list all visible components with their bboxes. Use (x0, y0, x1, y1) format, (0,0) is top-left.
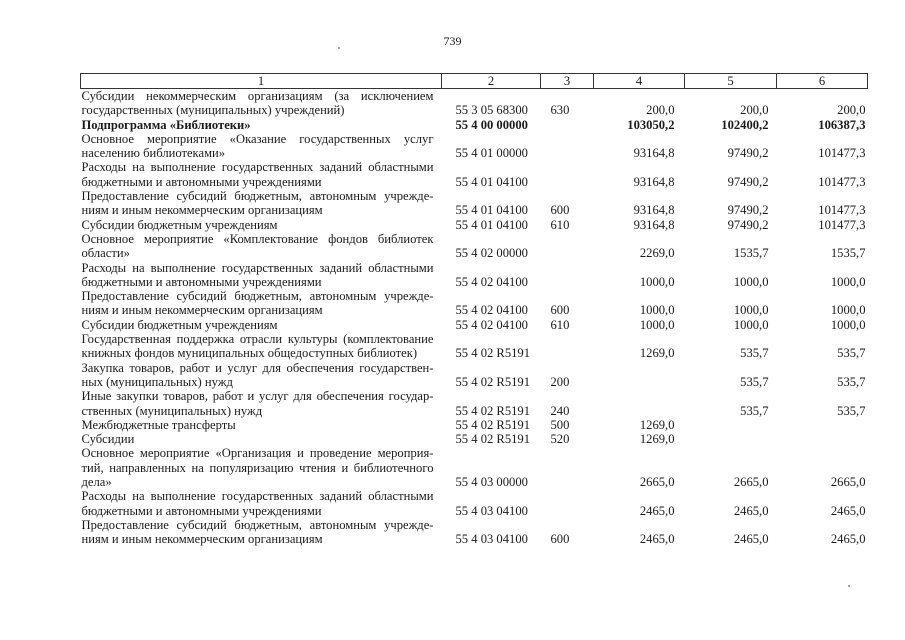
row-code: 55 4 00 00000 (455, 117, 528, 132)
table-row (81, 218, 868, 232)
row-expense-type (541, 489, 594, 518)
table-body (81, 89, 868, 547)
row-value-col6: 2465,0 (830, 503, 866, 518)
row-expense-type (541, 446, 594, 489)
row-value-col5: 97490,2 (727, 217, 769, 232)
row-value-col4: 93164,8 (633, 146, 675, 161)
row-value-col5: 1535,7 (733, 246, 769, 261)
row-value-col6: 106387,3 (818, 117, 866, 132)
row-expense-type: 630 (550, 103, 570, 118)
row-value-col4: 1000,0 (639, 274, 675, 289)
row-value-col4: 2465,0 (639, 532, 675, 547)
row-value-col6: 101477,3 (818, 174, 866, 189)
row-value-col4 (594, 361, 685, 390)
scan-speck (338, 47, 340, 49)
row-value-col5 (685, 432, 777, 446)
row-value-col4: 1000,0 (639, 303, 675, 318)
table-row (81, 160, 868, 189)
row-label: Субсидии некоммерческим организациям (за исключением государственных (муниципальных) учреждений) (81, 89, 434, 118)
row-value-col4: 1269,0 (639, 432, 675, 447)
row-value-col5: 200,0 (740, 103, 769, 118)
column-header: 3 (541, 74, 594, 89)
column-header: 1 (81, 74, 442, 89)
row-value-col6: 101477,3 (818, 146, 866, 161)
row-code: 55 4 02 04100 (455, 303, 528, 318)
column-header: 5 (685, 74, 777, 89)
table-row (81, 289, 868, 318)
row-value-col4: 93164,8 (633, 217, 675, 232)
row-code: 55 4 02 04100 (455, 274, 528, 289)
row-code: 55 4 02 R5191 (455, 417, 531, 432)
row-value-col5: 535,7 (740, 346, 769, 361)
row-value-col6: 2665,0 (830, 475, 866, 490)
row-value-col6: 2465,0 (830, 532, 866, 547)
row-label: Субсидии бюджетным учреждениям (81, 317, 278, 332)
row-value-col4: 93164,8 (633, 203, 675, 218)
row-label: Иные закупки товаров, работ и услуг для обеспечения государственных (муниципальных) нужд (81, 389, 434, 418)
row-expense-type (541, 232, 594, 261)
row-value-col6: 535,7 (837, 374, 866, 389)
row-value-col5: 97490,2 (727, 174, 769, 189)
row-expense-type: 240 (550, 403, 570, 418)
table-row (81, 361, 868, 390)
row-expense-type: 610 (550, 317, 570, 332)
row-expense-type (541, 332, 594, 361)
table-row (81, 332, 868, 361)
row-value-col6: 200,0 (837, 103, 866, 118)
row-value-col4: 93164,8 (633, 174, 675, 189)
table-row (81, 132, 868, 161)
row-value-col4: 1000,0 (639, 317, 675, 332)
row-value-col5: 97490,2 (727, 203, 769, 218)
row-expense-type: 600 (550, 203, 570, 218)
row-code: 55 4 02 R5191 (455, 374, 531, 389)
row-label: Основное мероприятие «Организация и проведение мероприятий, направленных на популяризацию чтения и библиотечного дела» (81, 446, 434, 490)
row-label: Расходы на выполнение государственных заданий областными бюджетными и автономными учреждениями (81, 160, 434, 189)
row-label: Субсидии (81, 432, 135, 447)
row-expense-type: 200 (550, 374, 570, 389)
table-row (81, 418, 868, 432)
row-value-col6: 1000,0 (830, 303, 866, 318)
row-value-col4 (594, 389, 685, 418)
row-value-col5: 535,7 (740, 403, 769, 418)
row-code: 55 4 01 00000 (455, 146, 528, 161)
row-value-col5: 535,7 (740, 374, 769, 389)
row-value-col6: 535,7 (837, 346, 866, 361)
row-value-col6: 535,7 (837, 403, 866, 418)
table-header-row (81, 74, 868, 89)
row-label: Государственная поддержка отрасли культуры (комплектование книжных фондов муниципальных общедоступных библиотек) (81, 332, 434, 361)
row-expense-type: 520 (550, 432, 570, 447)
table-row (81, 518, 868, 547)
row-code: 55 4 02 R5191 (455, 346, 531, 361)
row-value-col4: 200,0 (646, 103, 675, 118)
row-expense-type (541, 118, 594, 132)
row-code: 55 4 02 04100 (455, 317, 528, 332)
table-row (81, 89, 868, 118)
row-label: Основное мероприятие «Оказание государственных услуг населению библиотеками» (81, 131, 434, 161)
row-label: Расходы на выполнение государственных заданий областными бюджетными и автономными учреждениями (81, 489, 434, 518)
row-label: Межбюджетные трансферты (81, 417, 236, 432)
row-value-col5: 1000,0 (733, 303, 769, 318)
row-code: 55 4 03 04100 (455, 503, 528, 518)
row-label: Субсидии бюджетным учреждениям (81, 217, 278, 232)
table-row (81, 118, 868, 132)
row-code: 55 4 03 04100 (455, 532, 528, 547)
row-value-col4: 103050,2 (627, 117, 675, 132)
row-value-col5: 2465,0 (733, 532, 769, 547)
row-value-col5: 1000,0 (733, 274, 769, 289)
row-code: 55 4 01 04100 (455, 217, 528, 232)
row-code: 55 4 01 04100 (455, 203, 528, 218)
row-expense-type (541, 261, 594, 290)
row-value-col5: 1000,0 (733, 317, 769, 332)
row-label: Расходы на выполнение государственных заданий областными бюджетными и автономными учреждениями (81, 260, 434, 289)
table-row (81, 489, 868, 518)
scan-speck (848, 585, 850, 587)
row-label: Предоставление субсидий бюджетным, автономным учреждениям и иным некоммерческим организациям (81, 189, 434, 218)
row-code: 55 4 03 00000 (455, 475, 528, 490)
row-expense-type: 600 (550, 532, 570, 547)
row-value-col6: 1535,7 (830, 246, 866, 261)
row-expense-type (541, 160, 594, 189)
table-row (81, 389, 868, 418)
table-row (81, 232, 868, 261)
row-label: Предоставление субсидий бюджетным, автономным учреждениям и иным некоммерческим организациям (81, 289, 434, 318)
row-value-col5: 2465,0 (733, 503, 769, 518)
row-value-col5: 2665,0 (733, 475, 769, 490)
row-value-col5 (685, 418, 777, 432)
row-value-col5: 97490,2 (727, 146, 769, 161)
row-value-col4: 1269,0 (639, 346, 675, 361)
row-code: 55 4 02 R5191 (455, 432, 531, 447)
row-code: 55 4 02 00000 (455, 246, 528, 261)
row-value-col4: 2269,0 (639, 246, 675, 261)
row-value-col6: 101477,3 (818, 217, 866, 232)
row-value-col6: 1000,0 (830, 317, 866, 332)
row-value-col6: 1000,0 (830, 274, 866, 289)
column-header: 4 (594, 74, 685, 89)
row-label: Основное мероприятие «Комплектование фондов библиотек области» (81, 231, 434, 261)
row-expense-type: 610 (550, 217, 570, 232)
row-code: 55 4 02 R5191 (455, 403, 531, 418)
row-value-col6 (777, 418, 868, 432)
row-label: Подпрограмма «Библиотеки» (81, 117, 251, 132)
row-code: 55 3 05 68300 (455, 103, 528, 118)
row-label: Закупка товаров, работ и услуг для обеспечения государственных (муниципальных) нужд (81, 360, 434, 389)
row-value-col6: 101477,3 (818, 203, 866, 218)
row-value-col6 (777, 432, 868, 446)
table-row (81, 318, 868, 332)
budget-table (80, 73, 868, 547)
row-value-col4: 2665,0 (639, 475, 675, 490)
table-row (81, 432, 868, 446)
table-row (81, 261, 868, 290)
table-row (81, 189, 868, 218)
row-value-col5: 102400,2 (721, 117, 769, 132)
column-header: 6 (777, 74, 868, 89)
row-value-col4: 1269,0 (639, 417, 675, 432)
row-label: Предоставление субсидий бюджетным, автономным учреждениям и иным некоммерческим организациям (81, 517, 434, 547)
row-code: 55 4 01 04100 (455, 174, 528, 189)
row-expense-type: 500 (550, 417, 570, 432)
row-value-col4: 2465,0 (639, 503, 675, 518)
row-expense-type (541, 132, 594, 161)
page-number: 739 (443, 34, 462, 48)
column-header: 2 (442, 74, 541, 89)
row-expense-type: 600 (550, 303, 570, 318)
table-row (81, 446, 868, 489)
